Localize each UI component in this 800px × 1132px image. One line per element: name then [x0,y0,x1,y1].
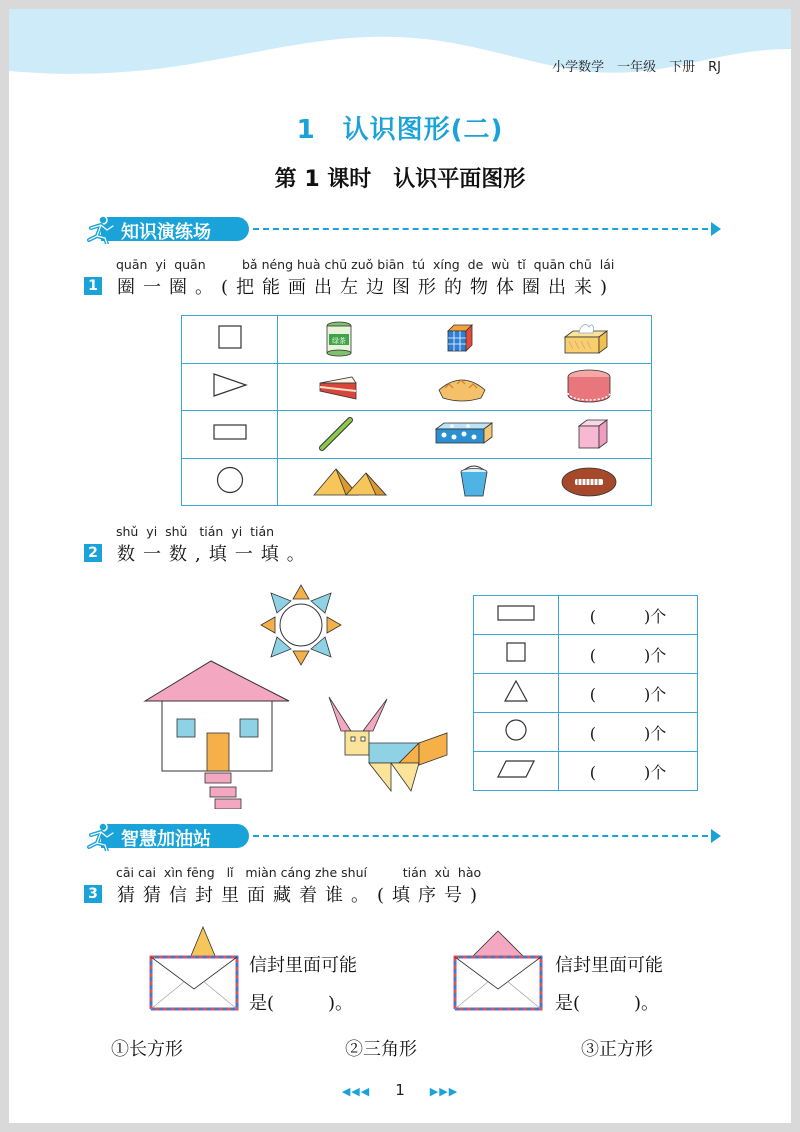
option-square: ③正方形 [581,1039,653,1060]
envelope-triangle-figure [147,923,241,1013]
section-dash-line [253,228,718,230]
table-row [182,316,652,364]
stick-icon[interactable] [316,414,356,454]
triangle-icon [212,372,248,398]
table-row [182,363,652,411]
shape-cell [182,411,278,459]
answer-blank[interactable]: ( )个 [589,762,667,782]
circle-icon [504,718,528,742]
envelope1-line2[interactable]: 是( )。 [249,993,354,1014]
option-rectangle: ①长方形 [111,1039,183,1060]
shapes-picture [129,579,449,809]
football-icon[interactable] [559,464,619,500]
table-row [474,635,698,674]
right-arrows-icon: ▶▶▶ [429,1085,459,1098]
answer-blank[interactable]: ( )个 [589,645,667,665]
answer-cell[interactable] [559,674,698,713]
q1-number: 1 [84,277,102,295]
shape-cell [474,713,559,752]
envelope2-line2[interactable]: 是( )。 [555,993,660,1014]
table-row [474,752,698,791]
header-wave [9,9,791,89]
parallelogram-icon [496,759,536,779]
dog-figure [329,697,447,791]
table-row [182,458,652,506]
objects-cell [278,458,652,506]
shape-cell [474,752,559,791]
answer-cell[interactable] [559,635,698,674]
q2-text: 数一数,填一填。 [117,544,313,565]
shape-cell [182,458,278,506]
left-arrows-icon: ◀◀◀ [341,1085,371,1098]
answer-blank[interactable]: ( )个 [589,723,667,743]
answer-blank[interactable]: ( )个 [589,606,667,626]
circle-icon [215,465,245,495]
section-title: 智慧加油站 [121,829,211,850]
pastry-icon[interactable] [435,370,489,404]
q2-number: 2 [84,544,102,562]
shape-cell [474,596,559,635]
q2-pinyin: shǔ yi shǔ tián yi tián [116,524,275,539]
house-figure [145,661,289,809]
rubiks-cube-icon[interactable] [440,319,480,359]
envelope1-line1: 信封里面可能 [249,955,357,976]
running-man-icon [83,214,117,244]
section-bar-challenge [83,821,733,851]
sun-figure [261,585,341,665]
header-label: 小学数学 一年级 下册 RJ [552,60,721,75]
objects-cell [278,316,652,364]
rectangle-icon [496,603,536,623]
page-footer [9,1081,791,1099]
shape-cell [474,674,559,713]
section-title: 知识演练场 [121,222,211,243]
shape-object-table [181,315,652,506]
option-triangle: ②三角形 [345,1039,417,1060]
section-bar-practice [83,214,733,244]
count-table [473,595,698,791]
section-dash-line [253,835,718,837]
q3-text: 猜猜信封里面藏着谁。(填序号) [117,885,486,906]
arrow-right-icon [711,222,721,236]
envelope2-line1: 信封里面可能 [555,955,663,976]
bucket-icon[interactable] [454,462,494,502]
q1-text: 圈一圈。(把能画出左边图形的物体圈出来) [117,277,616,298]
q1-pinyin-a: quān yi quān [116,257,206,272]
square-icon [217,324,243,350]
table-row [474,596,698,635]
rectangle-icon [212,422,248,442]
running-man-icon [83,821,117,851]
dotted-box-icon[interactable] [432,417,496,451]
table-row [474,674,698,713]
tissue-box-icon[interactable] [561,319,611,359]
tea-can-icon[interactable] [319,319,359,359]
triangle-icon [503,679,529,703]
pyramids-icon[interactable] [310,465,390,499]
shape-cell [182,363,278,411]
cake-slice-icon[interactable] [316,369,360,405]
table-row [182,411,652,459]
answer-cell[interactable] [559,596,698,635]
answer-cell[interactable] [559,713,698,752]
lesson-title: 第 1 课时 认识平面图形 [274,167,526,192]
table-row [474,713,698,752]
q3-number: 3 [84,885,102,903]
q3-pinyin: cāi cai xìn fēng lǐ miàn cáng zhe shuí tián xù hào [116,865,482,880]
square-icon [505,641,527,663]
arrow-right-icon [711,829,721,843]
unit-title: 1 认识图形(二) [296,115,504,145]
objects-cell [278,411,652,459]
shape-cell [182,316,278,364]
pink-cube-icon[interactable] [573,414,613,454]
page-number: 1 [395,1081,405,1099]
can-label: 绿茶 [331,337,346,346]
envelope-square-figure [451,923,545,1013]
q1-pinyin-b: bǎ néng huà chū zuǒ biān tú xíng de wù tǐ quān chū lái [242,257,615,272]
shape-cell [474,635,559,674]
answer-blank[interactable]: ( )个 [589,684,667,704]
round-cake-box-icon[interactable] [564,367,614,407]
objects-cell [278,363,652,411]
page [9,9,791,1123]
answer-cell[interactable] [559,752,698,791]
